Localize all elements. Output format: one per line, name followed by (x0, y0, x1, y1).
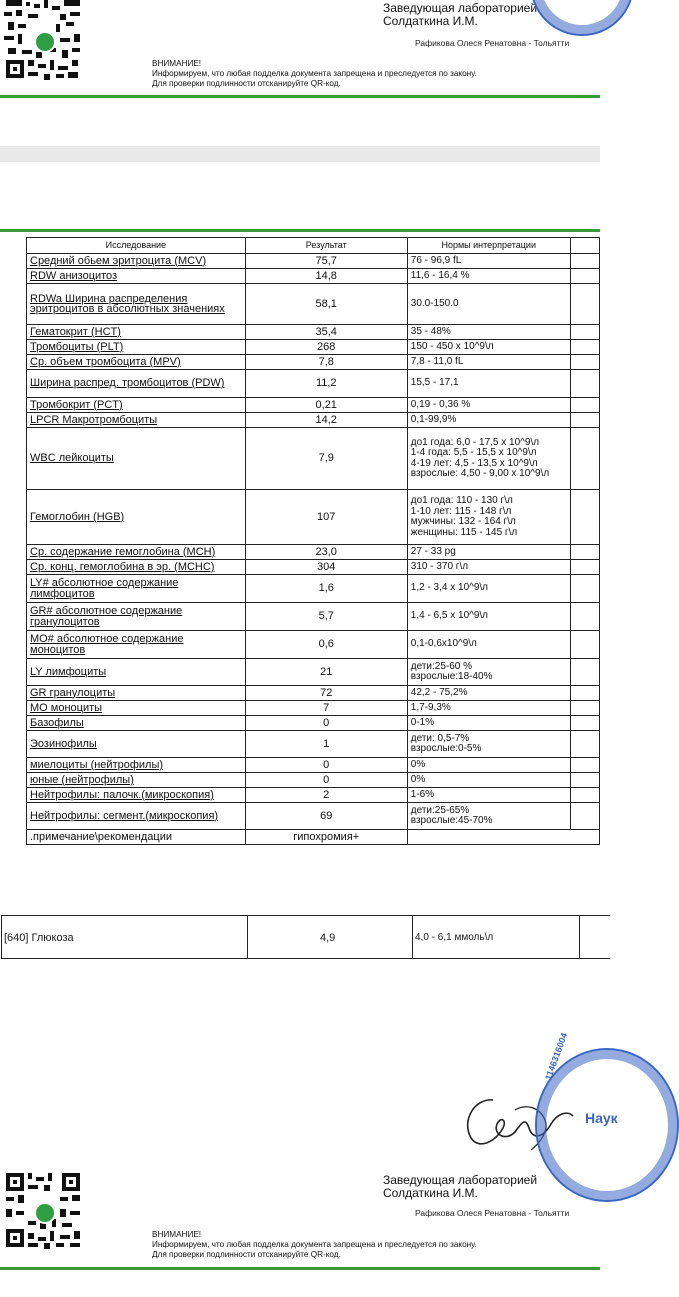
cell-norm: 1,4 - 6,5 x 10^9\л (407, 603, 570, 631)
cell-result: 11,2 (245, 370, 407, 398)
table-row (27, 758, 600, 773)
cell-norm: 1-6% (407, 788, 570, 803)
cell-result: 7,9 (245, 428, 407, 490)
cell-norm: 1,7-9,3% (407, 701, 570, 716)
table-header-row (27, 238, 600, 254)
cell-result: 0,21 (245, 398, 407, 413)
cell-norm: дети: 0,5-7% взрослые:0-5% (407, 731, 570, 758)
table-row (27, 269, 600, 284)
cell-extra (570, 773, 599, 788)
cell-investigation: GR гранулоциты (27, 686, 246, 701)
warning-title: ВНИМАНИЕ! (152, 59, 202, 68)
table-row (27, 631, 600, 659)
cell-investigation: RDWa Ширина распределения эритроцитов в абсолютных значениях (27, 284, 246, 325)
cell-norm: до1 года: 110 - 130 г\л 1-10 лет: 115 - 148 г\л мужчины: 132 - 164 г\л женщины: 115 - 145 г\л (407, 490, 570, 545)
cell-result: гипохромия+ (245, 830, 407, 845)
cell-investigation: Базофилы (27, 716, 246, 731)
cell-result: 0,6 (245, 631, 407, 659)
cell-investigation: WBC лейкоциты (27, 428, 246, 490)
header-investigation: Исследование (27, 238, 246, 254)
cell-extra (570, 701, 599, 716)
cell-extra (570, 254, 599, 269)
table-row (27, 701, 600, 716)
header-norms: Нормы интерпретации (407, 238, 570, 254)
cell-extra (570, 490, 599, 545)
header-result: Результат (245, 238, 407, 254)
page-gap (0, 146, 600, 162)
cell-investigation: Нейтрофилы: палочк.(микроскопия) (27, 788, 246, 803)
table-row (27, 773, 600, 788)
head-title-line2: Солдаткина И.М. (383, 14, 478, 28)
bottom-warning-line2: Для проверки подлинности отсканируйте QR-код. (152, 1250, 341, 1259)
cell-norm: 0% (407, 758, 570, 773)
cell-result: 7,8 (245, 355, 407, 370)
cell-investigation: миелоциты (нейтрофилы) (27, 758, 246, 773)
stamp-word: Наук (585, 1110, 618, 1126)
cell-extra (570, 686, 599, 701)
cell-result: 58,1 (245, 284, 407, 325)
cell-investigation: RDW анизоцитоз (27, 269, 246, 284)
cell-result: 304 (245, 560, 407, 575)
cell-extra (570, 788, 599, 803)
cell-extra (570, 340, 599, 355)
cell-norm: 42,2 - 75,2% (407, 686, 570, 701)
cell-investigation: Ср. объем тромбоцита (MPV) (27, 355, 246, 370)
cell-result: 0 (245, 716, 407, 731)
glucose-result: 4,9 (320, 932, 336, 944)
cell-extra (570, 269, 599, 284)
glucose-extra-cell (579, 915, 610, 959)
cell-investigation: Гемоглобин (HGB) (27, 490, 246, 545)
cell-norm: 150 - 450 x 10^9\л (407, 340, 570, 355)
cell-result: 107 (245, 490, 407, 545)
leaf-logo-icon-bottom (34, 1202, 56, 1224)
divider-table-top (0, 229, 600, 232)
cell-result: 2 (245, 788, 407, 803)
cell-extra (570, 659, 599, 686)
table-row (27, 370, 600, 398)
table-row (27, 803, 600, 830)
cell-extra (570, 325, 599, 340)
cell-investigation: юные (нейтрофилы) (27, 773, 246, 788)
cell-investigation: Гематокрит (HCT) (27, 325, 246, 340)
cell-result: 5,7 (245, 603, 407, 631)
cell-norm: дети:25-60 % взрослые:18-40% (407, 659, 570, 686)
cell-result: 75,7 (245, 254, 407, 269)
cell-extra (570, 603, 599, 631)
table-row (27, 603, 600, 631)
bottom-warning-line1: Информируем, что любая подделка документа запрещена и преследуется по закону. (152, 1240, 477, 1249)
table-row (27, 428, 600, 490)
cell-investigation: LY лимфоциты (27, 659, 246, 686)
cell-result: 1,6 (245, 575, 407, 603)
cell-extra (570, 560, 599, 575)
cell-result: 72 (245, 686, 407, 701)
cell-investigation: Тромбокрит (PCT) (27, 398, 246, 413)
cell-extra (570, 716, 599, 731)
table-row (27, 340, 600, 355)
cell-norm: 310 - 370 г\л (407, 560, 570, 575)
cell-norm: 11,6 - 16,4 % (407, 269, 570, 284)
cell-extra (570, 284, 599, 325)
glucose-norm: 4,0 - 6,1 ммоль\л (415, 932, 494, 943)
cell-extra (570, 830, 599, 845)
cell-extra (570, 370, 599, 398)
table-row (27, 716, 600, 731)
cell-norm: 7,8 - 11,0 fL (407, 355, 570, 370)
divider-bottom (0, 1267, 600, 1270)
cell-extra (570, 355, 599, 370)
cell-result: 0 (245, 773, 407, 788)
table-row (27, 254, 600, 269)
cell-norm: 0-1% (407, 716, 570, 731)
cell-norm: до1 года: 6,0 - 17,5 x 10^9\л 1-4 года: 5,5 - 15,5 x 10^9\л 4-19 лет: 4,5 - 13,5 x 10^9\л взрослые: 4,50 - 9,00 x 10^9\л (407, 428, 570, 490)
qr-code-top (4, 0, 82, 82)
cell-norm (407, 830, 570, 845)
warning-line1: Информируем, что любая подделка документа запрещена и преследуется по закону. (152, 69, 477, 78)
cell-extra (570, 413, 599, 428)
stamp-top (530, 0, 634, 36)
results-table (26, 237, 600, 845)
cell-result: 69 (245, 803, 407, 830)
cell-norm: 1,2 - 3,4 x 10^9\л (407, 575, 570, 603)
table-row (27, 284, 600, 325)
cell-investigation: GR# абсолютное содержание гранулоцитов (27, 603, 246, 631)
cell-investigation: MO моноциты (27, 701, 246, 716)
table-row (27, 731, 600, 758)
cell-norm: 35 - 48% (407, 325, 570, 340)
cell-result: 14,2 (245, 413, 407, 428)
cell-extra (570, 758, 599, 773)
qr-code-bottom (4, 1171, 82, 1251)
cell-extra (570, 731, 599, 758)
cell-investigation: Ср. конц. гемоглобина в эр. (MCHC) (27, 560, 246, 575)
cell-extra (570, 428, 599, 490)
cell-investigation: LPCR Макротромбоциты (27, 413, 246, 428)
cell-investigation: Эозинофилы (27, 731, 246, 758)
cell-result: 7 (245, 701, 407, 716)
bottom-title-line1: Заведующая лабораторией (383, 1173, 538, 1187)
warning-line2: Для проверки подлинности отсканируйте QR-код. (152, 79, 341, 88)
cell-extra (570, 545, 599, 560)
cell-investigation: Ширина распред. тромбоцитов (PDW) (27, 370, 246, 398)
cell-norm: 15,5 - 17,1 (407, 370, 570, 398)
cell-investigation: .примечание\рекомендации (27, 830, 246, 845)
stamp-bottom (535, 1031, 679, 1202)
bottom-title-line2: Солдаткина И.М. (383, 1186, 478, 1200)
cell-norm: 0,19 - 0,36 % (407, 398, 570, 413)
cell-result: 268 (245, 340, 407, 355)
cell-norm: 27 - 33 pg (407, 545, 570, 560)
bottom-patient-name: Рафикова Олеся Ренатовна - Тольятти (415, 1208, 570, 1218)
cell-investigation: MO# абсолютное содержание моноцитов (27, 631, 246, 659)
table-row (27, 398, 600, 413)
cell-extra (570, 631, 599, 659)
cell-result: 23,0 (245, 545, 407, 560)
table-row (27, 830, 600, 845)
cell-norm: 76 - 96,9 fL (407, 254, 570, 269)
cell-investigation: Ср. содержание гемоглобина (MCH) (27, 545, 246, 560)
cell-norm: 0,1-0,6x10^9\л (407, 631, 570, 659)
cell-norm: 0% (407, 773, 570, 788)
table-row (27, 490, 600, 545)
cell-result: 1 (245, 731, 407, 758)
cell-extra (570, 803, 599, 830)
leaf-logo-icon (34, 31, 56, 53)
cell-result: 14,8 (245, 269, 407, 284)
table-row (27, 686, 600, 701)
table-row (27, 560, 600, 575)
cell-result: 35,4 (245, 325, 407, 340)
table-row (27, 659, 600, 686)
table-row (27, 545, 600, 560)
table-row (27, 575, 600, 603)
cell-investigation: Тромбоциты (PLT) (27, 340, 246, 355)
cell-investigation: Средний обьем эритроцита (MCV) (27, 254, 246, 269)
cell-result: 0 (245, 758, 407, 773)
table-row (27, 325, 600, 340)
cell-investigation: LY# абсолютное содержание лимфоцитов (27, 575, 246, 603)
cell-norm: 0,1-99,9% (407, 413, 570, 428)
table-row (27, 355, 600, 370)
cell-norm: 30.0-150.0 (407, 284, 570, 325)
glucose-row (0, 915, 600, 959)
head-title-line1: Заведующая лабораторией (383, 1, 538, 15)
table-row (27, 788, 600, 803)
results-body (27, 254, 600, 845)
cell-result: 21 (245, 659, 407, 686)
cell-extra (570, 398, 599, 413)
cell-investigation: Нейтрофилы: сегмент.(микроскопия) (27, 803, 246, 830)
table-row (27, 413, 600, 428)
divider-top (0, 95, 600, 98)
stamp-number: 1146316004 (543, 1031, 570, 1082)
cell-extra (570, 575, 599, 603)
glucose-name: [640] Глюкоза (4, 932, 74, 944)
header-extra (570, 238, 599, 254)
bottom-warning-title: ВНИМАНИЕ! (152, 1230, 202, 1239)
patient-name: Рафикова Олеся Ренатовна - Тольятти (415, 38, 570, 48)
cell-norm: дети:25-65% взрослые:45-70% (407, 803, 570, 830)
